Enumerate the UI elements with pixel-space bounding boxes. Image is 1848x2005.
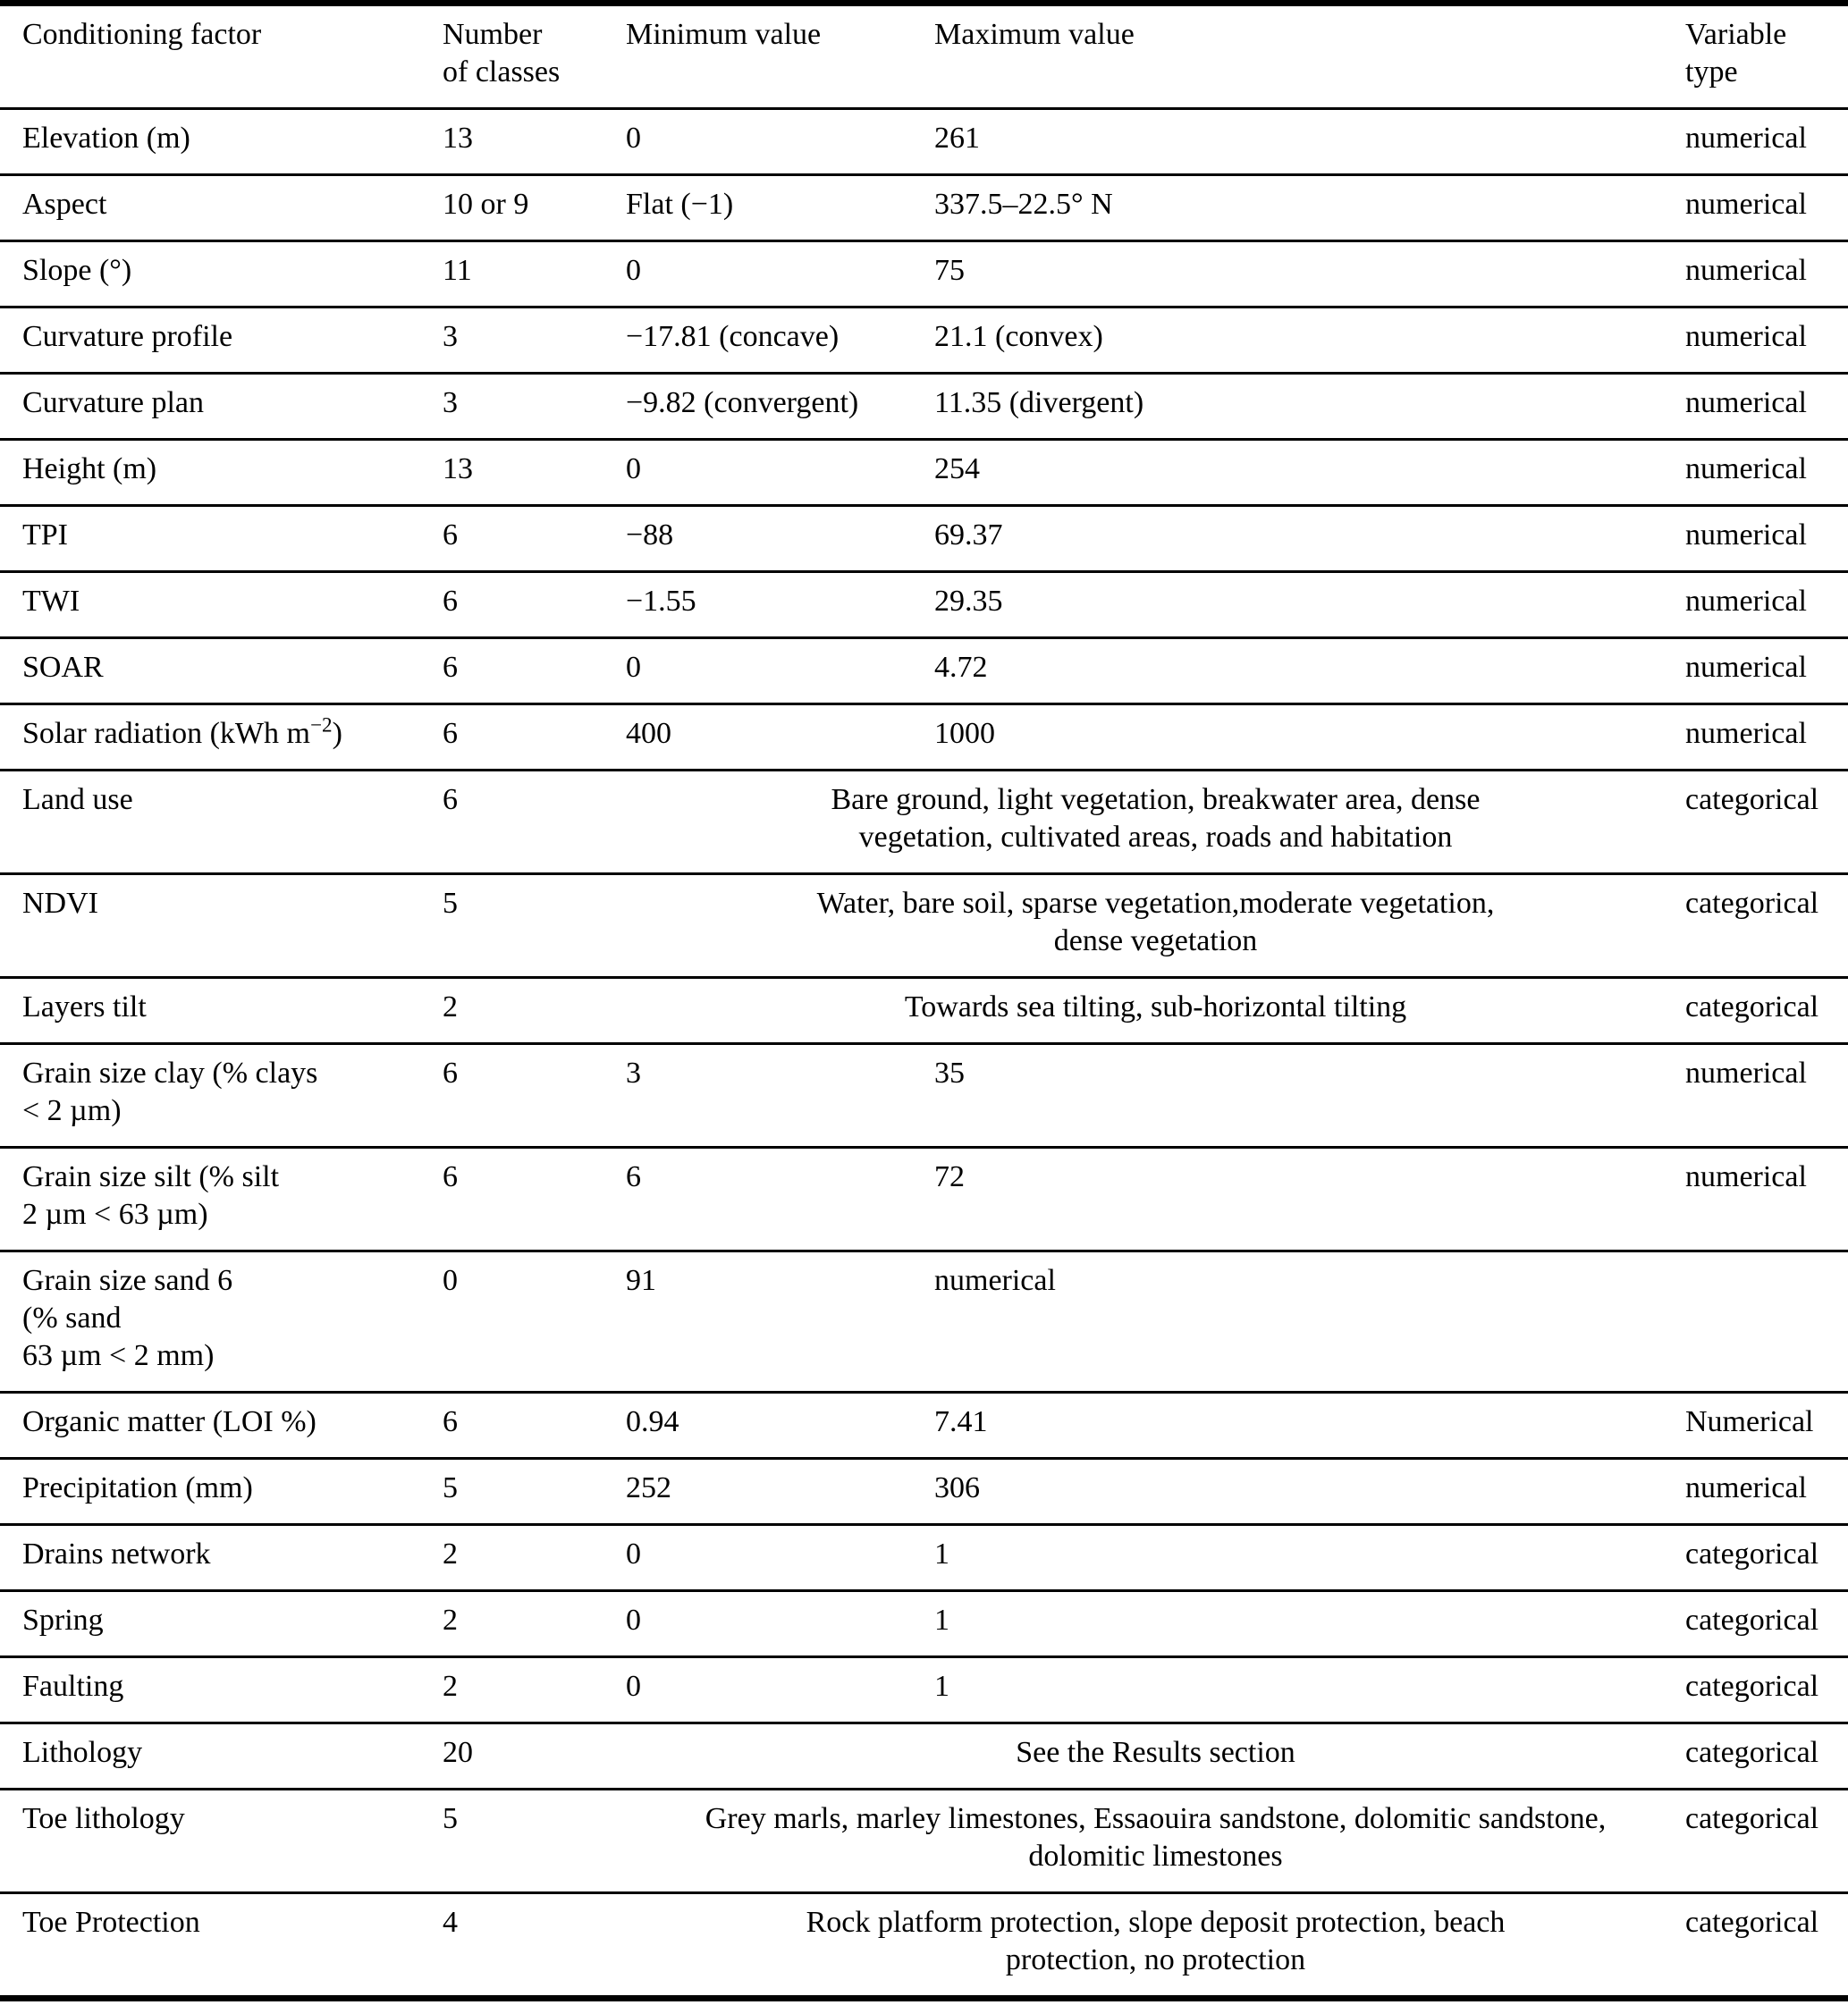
type-cell: numerical: [1685, 452, 1807, 485]
type-cell: numerical: [1685, 717, 1807, 750]
max-cell: 69.37: [934, 518, 1003, 552]
min-cell: 0: [626, 1537, 641, 1571]
type-cell: Numerical: [1685, 1405, 1814, 1438]
max-cell: 4.72: [934, 651, 988, 684]
max-cell: 75: [934, 254, 965, 287]
max-cell: 29.35: [934, 585, 1003, 618]
type-cell: numerical: [1685, 386, 1807, 419]
factor-cell: Solar radiation (kWh $m^{-2}$): [22, 713, 342, 750]
max-cell: 306: [934, 1471, 980, 1504]
merged-values-cell: Bare ground, light vegetation, breakwater area, dense vegetation, cultivated areas, roads and habitation: [831, 783, 1481, 854]
table-row: [0, 1148, 1848, 1251]
factor-cell: Curvature plan: [22, 386, 204, 419]
type-cell: categorical: [1685, 1537, 1819, 1571]
table-row: [0, 1790, 1848, 1893]
type-cell: numerical: [1685, 1160, 1807, 1193]
classes-cell: 5: [443, 1471, 458, 1504]
min-cell: 0.94: [626, 1405, 679, 1438]
min-cell: 252: [626, 1471, 671, 1504]
type-cell: categorical: [1685, 1736, 1819, 1769]
type-cell: numerical: [1685, 518, 1807, 552]
min-cell: Flat (−1): [626, 188, 734, 221]
type-cell: numerical: [1685, 188, 1807, 221]
table-row: [0, 1591, 1848, 1657]
classes-cell: 6: [443, 518, 458, 552]
classes-cell: 6: [443, 1160, 458, 1193]
classes-cell: 6: [443, 1057, 458, 1090]
max-cell: 1: [934, 1537, 949, 1571]
factor-cell: Organic matter (LOI %): [22, 1405, 316, 1438]
merged-values-cell: Towards sea tilting, sub-horizontal tilting: [904, 990, 1407, 1024]
classes-cell: 6: [443, 651, 458, 684]
classes-cell: 3: [443, 320, 458, 353]
factor-cell: Toe lithology: [22, 1802, 185, 1835]
table-row: [0, 307, 1848, 374]
type-cell: categorical: [1685, 1906, 1819, 1939]
max-cell: 1: [934, 1604, 949, 1637]
min-cell: 0: [626, 1604, 641, 1637]
min-cell: 0: [626, 254, 641, 287]
table-row: [0, 704, 1848, 771]
factor-cell: Grain size clay (% clays < 2 µm): [22, 1057, 318, 1127]
factor-cell: TWI: [22, 585, 80, 618]
max-cell: 337.5–22.5° N: [934, 188, 1113, 221]
classes-cell: 2: [443, 990, 458, 1024]
max-cell: 11.35 (divergent): [934, 386, 1144, 419]
min-cell: 6: [626, 1160, 641, 1193]
min-cell: 3: [626, 1057, 641, 1090]
factor-cell: Slope (°): [22, 254, 132, 287]
max-cell: 72: [934, 1160, 965, 1193]
table-row: [0, 874, 1848, 978]
classes-cell: 20: [443, 1736, 473, 1769]
classes-cell: 13: [443, 452, 473, 485]
classes-cell: 6: [443, 585, 458, 618]
type-cell: categorical: [1685, 990, 1819, 1024]
type-cell: numerical: [1685, 320, 1807, 353]
classes-cell: 13: [443, 122, 473, 155]
classes-cell: 2: [443, 1604, 458, 1637]
column-header-number-of-classes: Number of classes: [443, 18, 561, 88]
factor-cell: Drains network: [22, 1537, 211, 1571]
factor-cell: Spring: [22, 1604, 104, 1637]
classes-cell: 5: [443, 1802, 458, 1835]
table-row: [0, 978, 1848, 1044]
table-row: [0, 572, 1848, 638]
column-header-conditioning-factor: Conditioning factor: [22, 18, 262, 51]
max-cell: 35: [934, 1057, 965, 1090]
table-row: [0, 1525, 1848, 1591]
min-cell: 0: [626, 1670, 641, 1703]
min-cell: −1.55: [626, 585, 696, 618]
type-cell: [1685, 1251, 1848, 1393]
factor-cell: Faulting: [22, 1670, 124, 1703]
min-cell: 0: [626, 452, 641, 485]
column-header-minimum-value: Minimum value: [626, 18, 822, 51]
table-body: [0, 109, 1848, 1999]
factor-cell: Elevation (m): [22, 122, 190, 155]
factor-cell: Toe Protection: [22, 1906, 200, 1939]
table-row: [0, 771, 1848, 874]
factor-cell: NDVI: [22, 887, 98, 920]
min-cell: −17.81 (concave): [626, 320, 840, 353]
max-cell: 7.41: [934, 1405, 988, 1438]
classes-cell: 2: [443, 1670, 458, 1703]
factor-cell: SOAR: [22, 651, 104, 684]
table-row: [0, 1251, 1848, 1393]
factor-cell: Precipitation (mm): [22, 1471, 253, 1504]
min-cell: −9.82 (convergent): [626, 386, 859, 419]
classes-cell: 6: [443, 1405, 458, 1438]
table-row: [0, 506, 1848, 572]
table-row: [0, 241, 1848, 307]
table-row: [0, 638, 1848, 704]
classes-cell: 3: [443, 386, 458, 419]
max-cell: 1: [934, 1670, 949, 1703]
type-cell: numerical: [1685, 585, 1807, 618]
column-header-maximum-value: Maximum value: [934, 18, 1135, 51]
classes-cell: 4: [443, 1906, 458, 1939]
type-cell: categorical: [1685, 1802, 1819, 1835]
max-cell: 1000: [934, 717, 995, 750]
merged-values-cell: Water, bare soil, sparse vegetation,moderate vegetation, dense vegetation: [816, 887, 1495, 957]
min-cell: 91: [626, 1264, 656, 1297]
type-cell: categorical: [1685, 887, 1819, 920]
table-row: [0, 1044, 1848, 1148]
type-cell: categorical: [1685, 1670, 1819, 1703]
type-cell: numerical: [1685, 122, 1807, 155]
factor-cell: Curvature profile: [22, 320, 233, 353]
max-cell: 21.1 (convex): [934, 320, 1103, 353]
min-cell: 0: [626, 651, 641, 684]
factor-cell: Aspect: [22, 188, 107, 221]
table-row: [0, 1723, 1848, 1790]
classes-cell: 10 or 9: [443, 188, 529, 221]
table-row: [0, 1393, 1848, 1459]
factor-cell: Grain size silt (% silt 2 µm < 63 µm): [22, 1160, 280, 1231]
merged-values-cell: Rock platform protection, slope deposit protection, beach protection, no protection: [806, 1906, 1506, 1976]
classes-cell: 6: [443, 717, 458, 750]
type-cell: numerical: [1685, 1471, 1807, 1504]
table-row: [0, 374, 1848, 440]
max-cell: 261: [934, 122, 980, 155]
type-cell: numerical: [1685, 1057, 1807, 1090]
merged-values-cell: Grey marls, marley limestones, Essaouira sandstone, dolomitic sandstone, dolomitic limestones: [705, 1802, 1607, 1873]
classes-cell: 2: [443, 1537, 458, 1571]
table-row: [0, 1893, 1848, 1999]
table-row: [0, 109, 1848, 175]
table-header: [0, 4, 1848, 109]
max-cell: 254: [934, 452, 980, 485]
column-header-variable-type: Variable type: [1685, 18, 1787, 88]
factor-cell: Grain size sand 6 (% sand 63 µm < 2 mm): [22, 1264, 233, 1372]
factor-cell: TPI: [22, 518, 68, 552]
factor-cell: Height (m): [22, 452, 157, 485]
factor-cell: Lithology: [22, 1736, 143, 1769]
min-cell: 0: [626, 122, 641, 155]
table-row: [0, 175, 1848, 241]
factor-cell: Layers tilt: [22, 990, 147, 1024]
classes-cell: 5: [443, 887, 458, 920]
min-cell: 400: [626, 717, 671, 750]
type-cell: numerical: [1685, 651, 1807, 684]
merged-values-cell: See the Results section: [1016, 1736, 1295, 1769]
classes-cell: 0: [443, 1264, 458, 1297]
header-row: [0, 4, 1848, 109]
classes-cell: 11: [443, 254, 472, 287]
classes-cell: 6: [443, 783, 458, 816]
table-row: [0, 1657, 1848, 1723]
max-cell: numerical: [934, 1264, 1056, 1297]
table-row: [0, 440, 1848, 506]
min-cell: −88: [626, 518, 674, 552]
type-cell: numerical: [1685, 254, 1807, 287]
factor-cell: Land use: [22, 783, 133, 816]
type-cell: categorical: [1685, 783, 1819, 816]
type-cell: categorical: [1685, 1604, 1819, 1637]
table-row: [0, 1459, 1848, 1525]
